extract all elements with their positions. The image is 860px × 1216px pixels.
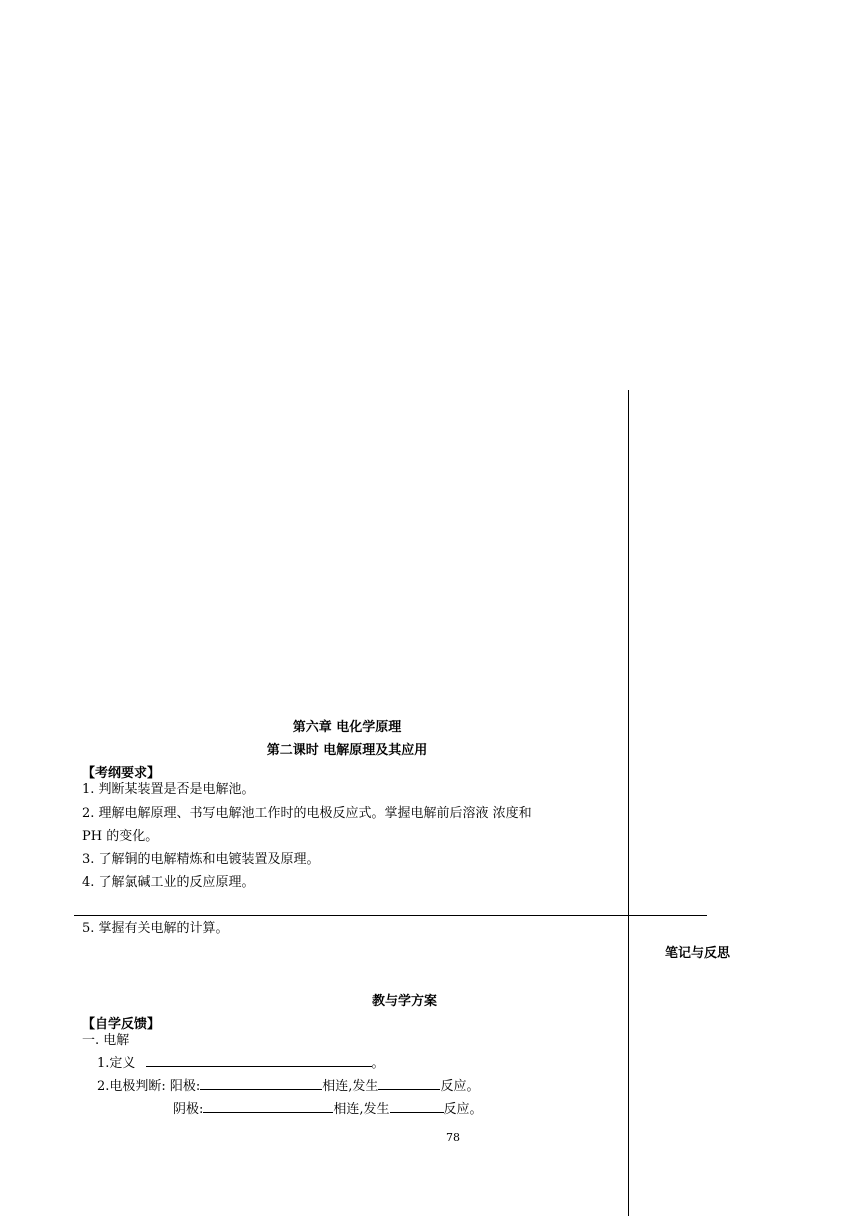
anode-end: 反应。: [440, 1079, 480, 1094]
definition-blank[interactable]: [146, 1053, 372, 1067]
definition-line: [97, 1053, 385, 1075]
cathode-line: [173, 1099, 483, 1121]
section-electrolysis: 一. 电解: [82, 1033, 130, 1048]
anode-blank[interactable]: [200, 1076, 322, 1090]
cathode-reaction-blank[interactable]: [390, 1099, 444, 1113]
margin-divider-vertical: [628, 390, 629, 1216]
syllabus-item: 2. 理解电解原理、书写电解池工作时的电极反应式。掌握电解前后溶液 浓度和: [82, 806, 532, 821]
cathode-blank[interactable]: [203, 1099, 333, 1113]
syllabus-item: 3. 了解铜的电解精炼和电镀装置及原理。: [82, 852, 320, 867]
self-study-heading: 【自学反馈】: [82, 1017, 161, 1032]
chapter-title: 第六章 电化学原理: [292, 720, 402, 735]
plan-title: 教与学方案: [372, 994, 438, 1009]
notes-label: 笔记与反思: [665, 946, 731, 961]
definition-end: 。: [371, 1056, 385, 1071]
syllabus-heading: 【考纲要求】: [82, 766, 161, 781]
cathode-label: 阴极:: [173, 1102, 204, 1117]
anode-line: [97, 1076, 479, 1098]
definition-label: 1.定义: [97, 1056, 136, 1071]
anode-reaction-blank[interactable]: [378, 1076, 440, 1090]
page-divider-horizontal: [74, 915, 707, 916]
lesson-title: 第二课时 电解原理及其应用: [266, 743, 428, 758]
syllabus-item: PH 的变化。: [82, 829, 159, 844]
syllabus-item: 4. 了解氯碱工业的反应原理。: [82, 875, 255, 890]
syllabus-item: 5. 掌握有关电解的计算。: [82, 921, 229, 936]
page-number: 78: [446, 1131, 460, 1144]
cathode-end: 反应。: [443, 1102, 483, 1117]
electrode-label: 2.电极判断: 阳极:: [97, 1079, 201, 1094]
anode-mid: 相连,发生: [322, 1079, 379, 1094]
cathode-mid: 相连,发生: [333, 1102, 390, 1117]
syllabus-item: 1. 判断某装置是否是电解池。: [82, 782, 255, 797]
